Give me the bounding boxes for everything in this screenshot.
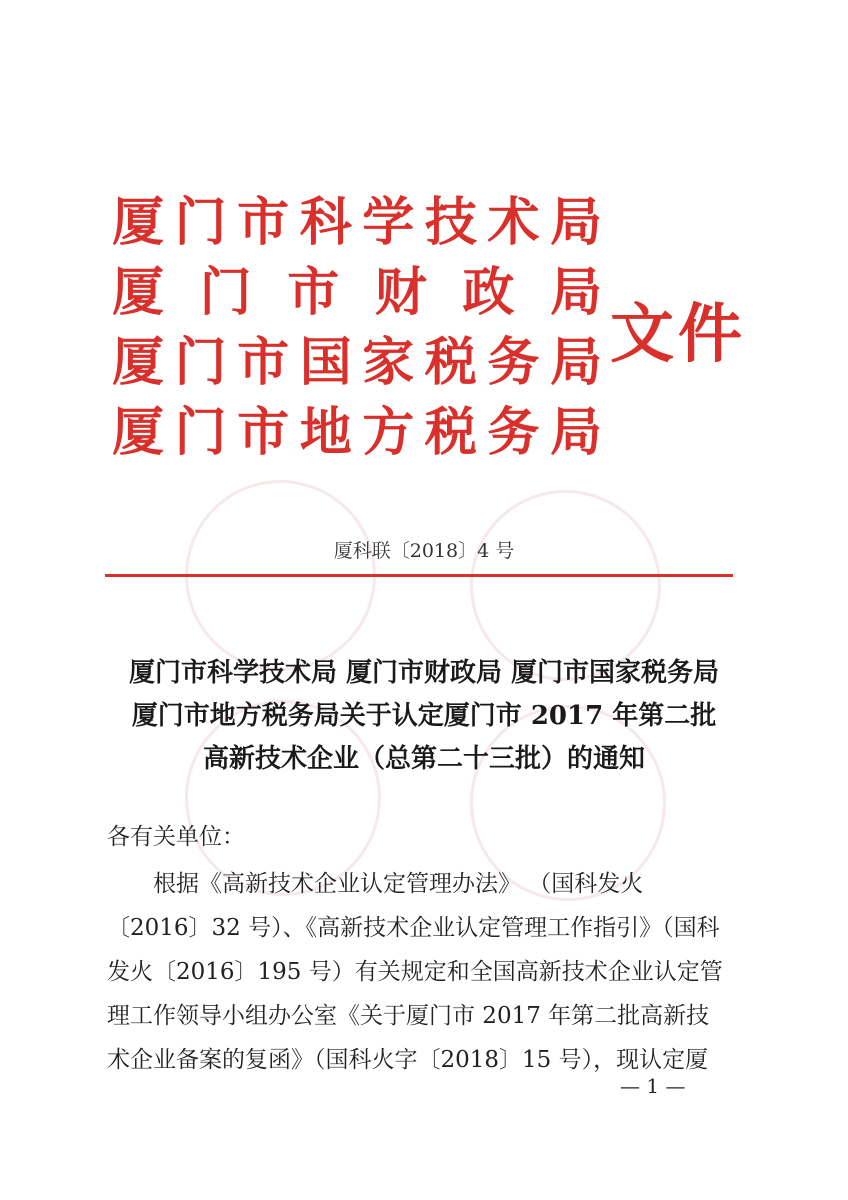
issuer-local-tax-bureau (112, 398, 602, 468)
issuer-char: 厦 (112, 332, 165, 393)
issuer-char: 学 (362, 192, 415, 253)
issuer-char: 市 (237, 192, 290, 253)
document-title (80, 652, 768, 781)
body-line: 发火〔2016〕195 号）有关规定和全国高新技术企业认定管 (107, 959, 723, 985)
issuer-char: 市 (287, 262, 340, 323)
title-line: 厦门市科学技术局 厦门市财政局 厦门市国家税务局 (128, 658, 720, 688)
issuer-national-tax-bureau (112, 328, 602, 398)
issuer-char: 术 (487, 192, 540, 253)
issuer-char: 方 (362, 402, 415, 463)
issuer-char: 门 (199, 262, 252, 323)
issuer-char: 厦 (112, 192, 165, 253)
issuer-char: 局 (549, 262, 602, 323)
title-line: 厦门市地方税务局关于认定厦门市 2017 年第二批 (131, 701, 717, 731)
title-line: 高新技术企业（总第二十三批）的通知 (202, 744, 645, 774)
body-line: 根据《高新技术企业认定管理办法》 （国科发火 (153, 871, 644, 897)
issuer-char: 财 (374, 262, 427, 323)
issuer-char: 市 (237, 402, 290, 463)
document-type-label: 文件 (610, 297, 746, 372)
body-line: 术企业备案的复函》（国科火字〔2018〕15 号），现认定厦 (107, 1047, 709, 1073)
issuer-char: 家 (362, 332, 415, 393)
issuing-authorities (112, 188, 602, 468)
issuer-char: 地 (299, 402, 352, 463)
issuer-char: 门 (174, 332, 227, 393)
issuer-char: 税 (424, 332, 477, 393)
issuer-char: 务 (487, 402, 540, 463)
issuer-char: 市 (237, 332, 290, 393)
issuer-char: 科 (299, 192, 352, 253)
issuer-char: 局 (549, 332, 602, 393)
issuer-char: 门 (174, 402, 227, 463)
issuer-char: 务 (487, 332, 540, 393)
issuer-science-bureau (112, 188, 602, 258)
page-number: — 1 — (620, 1074, 686, 1098)
red-divider-line (105, 574, 733, 577)
issuer-char: 门 (174, 192, 227, 253)
issuer-char: 厦 (112, 402, 165, 463)
body-paragraph (107, 862, 737, 1082)
issuer-char: 厦 (112, 262, 165, 323)
issuer-char: 局 (549, 192, 602, 253)
body-line: 〔2016〕32 号）、《高新技术企业认定管理工作指引》（国科 (107, 915, 720, 941)
issuer-char: 国 (299, 332, 352, 393)
issuer-char: 技 (424, 192, 477, 253)
issuer-char: 政 (462, 262, 515, 323)
body-line: 理工作领导小组办公室《关于厦门市 2017 年第二批高新技 (107, 1003, 710, 1029)
issuer-finance-bureau (112, 258, 602, 328)
document-number: 厦科联〔2018〕4 号 (333, 540, 515, 562)
issuer-char: 局 (549, 402, 602, 463)
salutation: 各有关单位： (107, 824, 245, 850)
issuer-char: 税 (424, 402, 477, 463)
